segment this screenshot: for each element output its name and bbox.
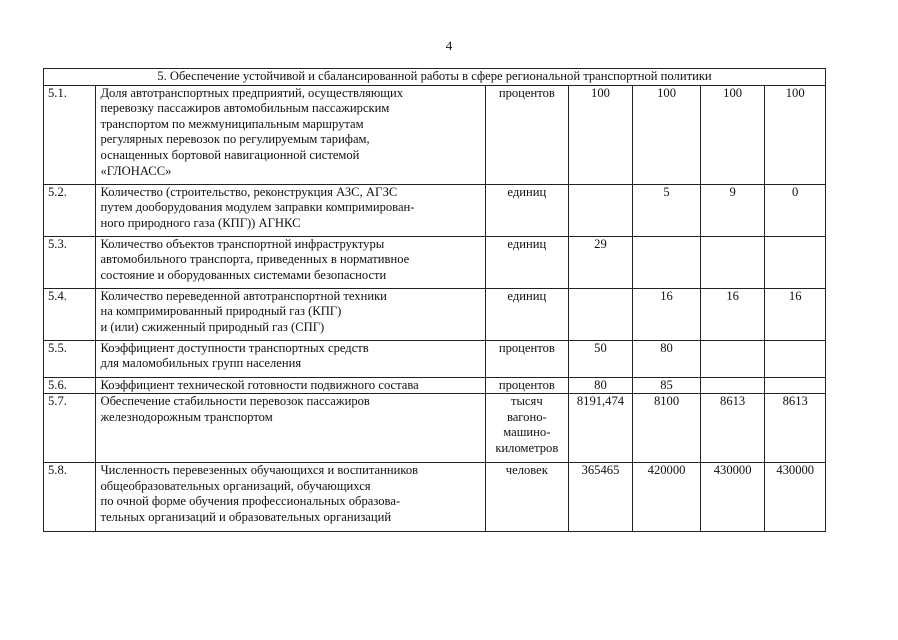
indicators-table (43, 68, 826, 532)
row-number: 5.7. (44, 394, 96, 463)
indicator-description (96, 340, 485, 377)
table-row (44, 340, 826, 377)
value-cell-4: 0 (765, 184, 826, 236)
value-cell-1: 8191,474 (568, 394, 633, 463)
value-cell-4: 100 (765, 85, 826, 184)
indicator-description (96, 236, 485, 288)
description-line: оснащенных бортовой навигационной системой (100, 147, 360, 162)
value-cell-4: 430000 (765, 463, 826, 532)
value-cell-3 (700, 377, 765, 394)
unit-line: человек (505, 463, 548, 478)
description-line: Коэффициент технической готовности подвижного состава (100, 377, 419, 392)
value-cell-3: 16 (700, 288, 765, 340)
unit-line: процентов (498, 85, 555, 100)
unit-line: процентов (498, 340, 555, 355)
row-number: 5.6. (44, 377, 96, 394)
value-cell-1 (568, 184, 633, 236)
value-cell-2: 100 (633, 85, 701, 184)
unit-line: тысяч (510, 394, 543, 409)
description-line: Количество объектов транспортной инфраструктуры (100, 236, 385, 251)
description-line: общеобразовательных организаций, обучающихся (100, 478, 371, 493)
table-row (44, 85, 826, 184)
table-row (44, 394, 826, 463)
value-cell-1: 100 (568, 85, 633, 184)
description-line: Численность перевезенных обучающихся и воспитанников (100, 463, 419, 478)
value-cell-3: 100 (700, 85, 765, 184)
unit-of-measure (485, 184, 568, 236)
value-cell-3: 8613 (700, 394, 765, 463)
value-cell-4: 16 (765, 288, 826, 340)
value-cell-2 (633, 236, 701, 288)
indicator-description (96, 377, 485, 394)
unit-of-measure (485, 85, 568, 184)
unit-of-measure (485, 288, 568, 340)
description-line: тельных организаций и образовательных организаций (100, 509, 392, 524)
description-line: Доля автотранспортных предприятий, осуществляющих (100, 85, 404, 100)
value-cell-1 (568, 288, 633, 340)
unit-of-measure (485, 340, 568, 377)
value-cell-3: 9 (700, 184, 765, 236)
description-line: транспортом по межмуниципальным маршрутам (100, 116, 364, 131)
value-cell-3 (700, 340, 765, 377)
indicator-description (96, 184, 485, 236)
description-line: «ГЛОНАСС» (100, 163, 172, 178)
description-line: автомобильного транспорта, приведенных в нормативное (100, 252, 410, 267)
indicator-description (96, 288, 485, 340)
unit-of-measure (485, 463, 568, 532)
description-line: и (или) сжиженный природный газ (СПГ) (100, 319, 325, 334)
value-cell-1: 29 (568, 236, 633, 288)
description-line: железнодорожным транспортом (100, 409, 273, 424)
row-number: 5.5. (44, 340, 96, 377)
value-cell-3 (700, 236, 765, 288)
value-cell-2: 85 (633, 377, 701, 394)
indicator-description (96, 394, 485, 463)
description-line: для маломобильных групп населения (100, 356, 302, 371)
unit-line: километров (495, 440, 559, 455)
table-row (44, 288, 826, 340)
unit-line: машино- (503, 425, 551, 440)
value-cell-1: 80 (568, 377, 633, 394)
value-cell-1: 50 (568, 340, 633, 377)
description-line: ного природного газа (КПГ)) АГНКС (100, 215, 301, 230)
unit-line: единиц (507, 236, 547, 251)
unit-of-measure (485, 236, 568, 288)
value-cell-2: 5 (633, 184, 701, 236)
value-cell-4 (765, 236, 826, 288)
value-cell-2: 420000 (633, 463, 701, 532)
indicator-description (96, 85, 485, 184)
description-line: Количество переведенной автотранспортной техники (100, 288, 387, 303)
unit-line: процентов (498, 377, 555, 392)
unit-line: вагоно- (506, 409, 547, 424)
unit-of-measure (485, 377, 568, 394)
unit-of-measure (485, 394, 568, 463)
description-line: Обеспечение стабильности перевозок пассажиров (100, 394, 370, 409)
value-cell-4 (765, 377, 826, 394)
row-number: 5.8. (44, 463, 96, 532)
section-title: 5. Обеспечение устойчивой и сбалансированной работы в сфере региональной транспортной политики (44, 69, 826, 86)
value-cell-2: 80 (633, 340, 701, 377)
value-cell-2: 16 (633, 288, 701, 340)
description-line: состояние и оборудованных системами безопасности (100, 267, 387, 282)
table-row (44, 463, 826, 532)
description-line: Количество (строительство, реконструкция АЗС, АГЗС (100, 184, 398, 199)
unit-line: единиц (507, 288, 547, 303)
description-line: перевозку пассажиров автомобильным пассажирским (100, 101, 390, 116)
table-row (44, 377, 826, 394)
table-row (44, 236, 826, 288)
page-number: 4 (445, 38, 453, 53)
description-line: Коэффициент доступности транспортных средств (100, 340, 369, 355)
indicator-description (96, 463, 485, 532)
value-cell-4 (765, 340, 826, 377)
value-cell-2: 8100 (633, 394, 701, 463)
row-number: 5.3. (44, 236, 96, 288)
section-header-row (44, 69, 826, 86)
row-number: 5.4. (44, 288, 96, 340)
value-cell-4: 8613 (765, 394, 826, 463)
description-line: регулярных перевозок по регулируемым тарифам, (100, 132, 370, 147)
row-number: 5.2. (44, 184, 96, 236)
value-cell-3: 430000 (700, 463, 765, 532)
description-line: на компримированный природный газ (КПГ) (100, 304, 342, 319)
table-row (44, 184, 826, 236)
unit-line: единиц (507, 184, 547, 199)
row-number: 5.1. (44, 85, 96, 184)
description-line: путем дооборудования модулем заправки компримирован- (100, 200, 415, 215)
description-line: по очной форме обучения профессиональных образова- (100, 494, 401, 509)
value-cell-1: 365465 (568, 463, 633, 532)
